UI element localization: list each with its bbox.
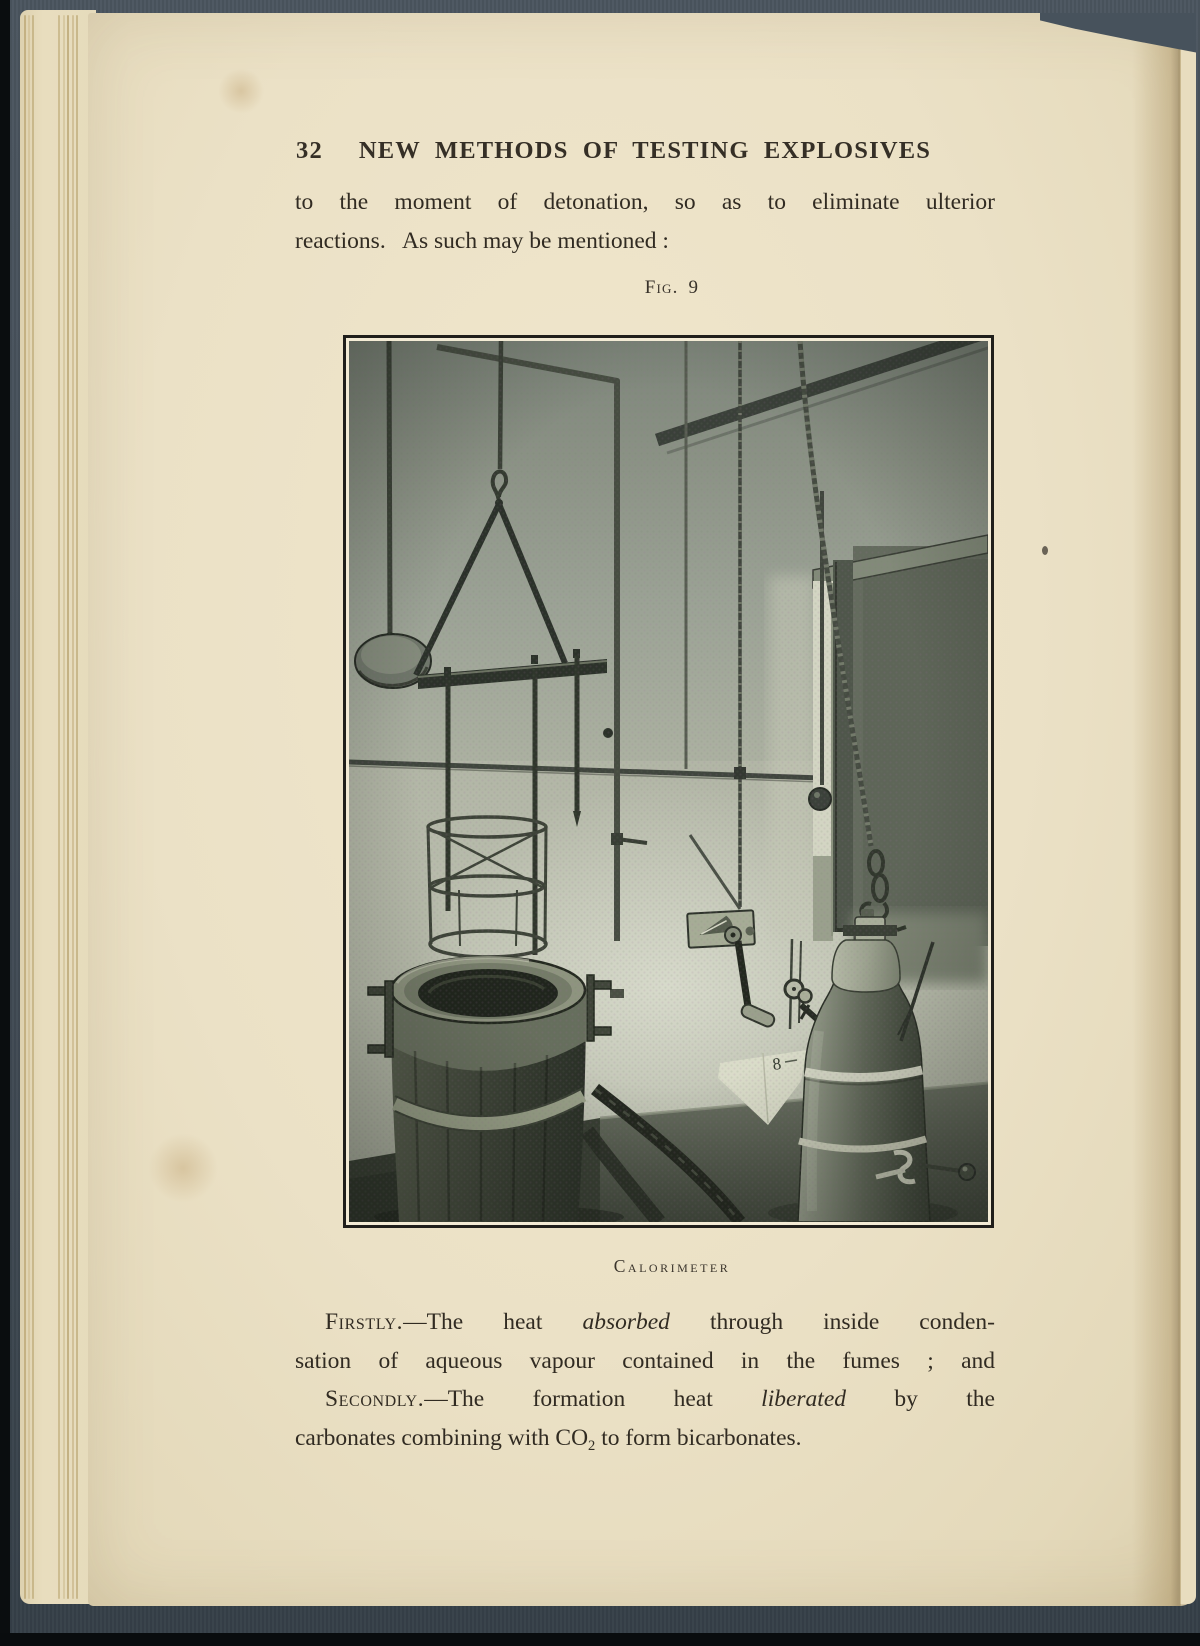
text-line [295, 1419, 995, 1458]
figure-photo-frame [343, 335, 994, 1228]
text-segment: Firstly. [325, 1309, 404, 1335]
text-segment: liberated [761, 1386, 847, 1413]
text-line [295, 1303, 995, 1342]
cover-edge-bottom [0, 1633, 1200, 1646]
cover-edge-left [0, 0, 10, 1646]
text-segment: reactions. As such may be mentioned : [295, 227, 669, 254]
page-edge-line [58, 15, 60, 1599]
book-page [88, 13, 1196, 1606]
page-edge-line [28, 15, 30, 1599]
figure-label: Fig. 9 [644, 277, 700, 298]
text-segment: carbonates combining with CO [295, 1424, 589, 1451]
foxing-spot [218, 68, 264, 114]
vignette [349, 341, 988, 1222]
text-segment: absorbed [582, 1309, 670, 1335]
text-segment: —The formation heat [424, 1386, 762, 1413]
gutter-shadow [1132, 13, 1180, 1606]
page-edge-line [63, 15, 65, 1599]
subscript: 2 [588, 1437, 596, 1454]
page-stack-edges [20, 10, 96, 1604]
page-edge-line [32, 15, 34, 1599]
text-segment: through inside conden- [669, 1309, 995, 1335]
text-line [295, 1342, 995, 1381]
text-segment: by the [846, 1386, 995, 1413]
ink-speck [1042, 546, 1048, 555]
text-line [295, 1380, 995, 1419]
figure-caption: Calorimeter [613, 1256, 731, 1276]
text-segment: sation of aqueous vapour contained in the fumes ; and [295, 1347, 995, 1374]
page-edge-line [67, 15, 69, 1599]
text-line [295, 183, 995, 222]
page-edge-line [76, 15, 78, 1599]
page-header [295, 137, 995, 173]
body-paragraphs [295, 1303, 995, 1457]
text-line [295, 222, 995, 261]
page-edge-line [24, 15, 26, 1599]
text-segment: to form bicarbonates. [595, 1424, 802, 1451]
text-segment: —The heat [403, 1309, 583, 1335]
calorimeter-photograph [349, 341, 988, 1222]
page-number: 32 [296, 137, 323, 164]
next-page-sliver [1180, 17, 1196, 1604]
foxing-spot [148, 1133, 218, 1203]
text-segment: Secondly. [325, 1386, 425, 1413]
intro-paragraph [295, 183, 995, 260]
text-segment: to the moment of detonation, so as to eliminate ulterior [295, 189, 995, 215]
running-title: NEW METHODS OF TESTING EXPLOSIVES [358, 137, 932, 164]
page-edge-line [72, 15, 74, 1599]
